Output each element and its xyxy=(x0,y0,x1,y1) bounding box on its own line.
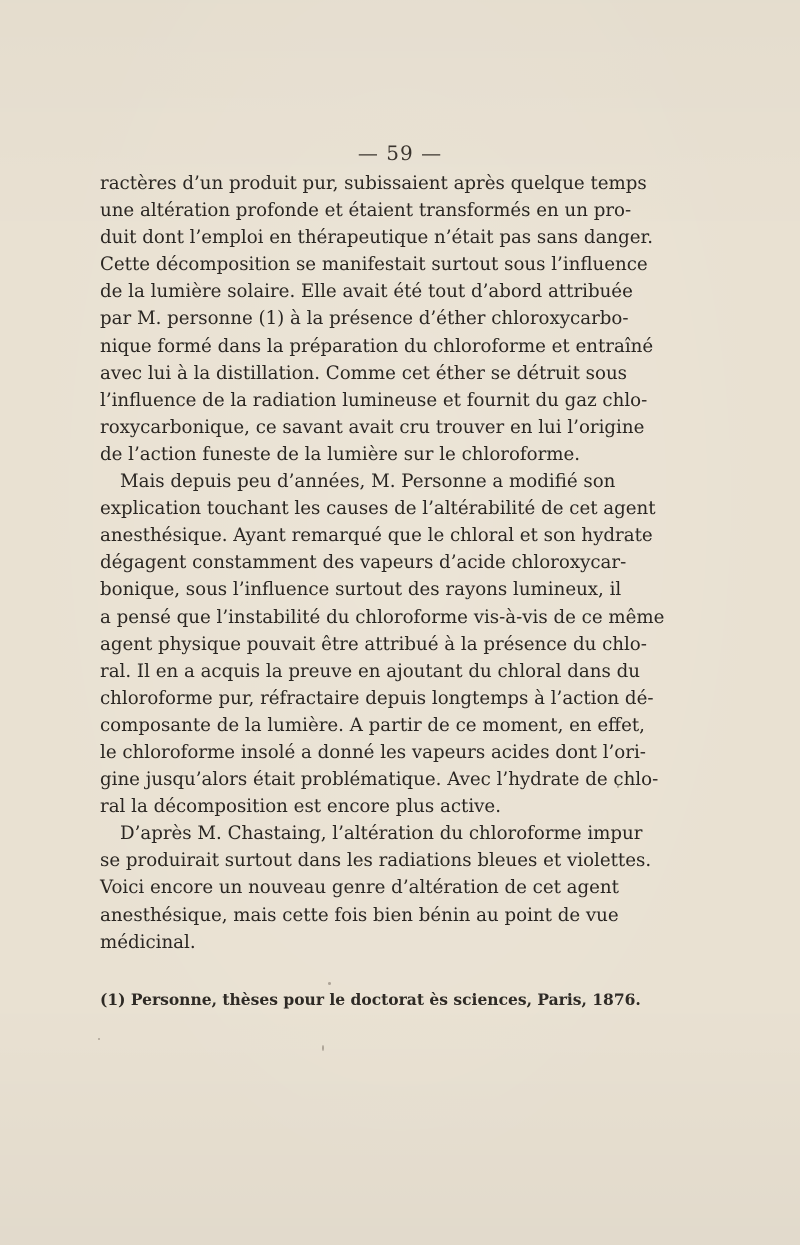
paper-speck xyxy=(98,1038,100,1040)
text-line: D’après M. Chastaing, l’altération du chloroforme impur xyxy=(120,823,643,845)
text-line: avec lui à la distillation. Comme cet éther se détruit sous xyxy=(100,362,627,384)
text-line: de l’action funeste de la lumière sur le chloroforme. xyxy=(100,443,581,465)
text-line: ral. Il en a acquis la preuve en ajoutant du chloral dans du xyxy=(100,660,640,682)
paragraph xyxy=(100,820,652,955)
text-line: de la lumière solaire. Elle avait été tout d’abord attribuée xyxy=(100,281,633,303)
text-line: l’influence de la radiation lumineuse et fournit du gaz chlo- xyxy=(100,389,648,411)
text-line: bonique, sous l’influence surtout des rayons lumineux, il xyxy=(100,579,622,601)
text-line: médicinal. xyxy=(100,931,196,953)
footnote: (1) Personne, thèses pour le doctorat ès sciences, Paris, 1876. xyxy=(100,990,641,1009)
text-line: chloroforme pur, réfractaire depuis longtemps à l’action dé- xyxy=(100,687,654,709)
paragraph xyxy=(100,170,654,468)
paper-speck xyxy=(328,982,331,985)
text-line: ral la décomposition est encore plus active. xyxy=(100,796,501,818)
text-line: explication touchant les causes de l’altérabilité de cet agent xyxy=(100,498,656,520)
text-line: ractères d’un produit pur, subissaient après quelque temps xyxy=(100,173,647,194)
paper-speck xyxy=(322,1045,324,1051)
paper-speck xyxy=(617,785,619,788)
text-line: agent physique pouvait être attribué à la présence du chlo- xyxy=(100,633,647,655)
text-line: anesthésique, mais cette fois bien bénin au point de vue xyxy=(100,904,619,926)
paragraph xyxy=(100,468,665,820)
text-line: anesthésique. Ayant remarqué que le chloral et son hydrate xyxy=(100,525,653,547)
text-line: a pensé que l’instabilité du chloroforme vis-à-vis de ce même xyxy=(100,606,665,628)
text-line: duit dont l’emploi en thérapeutique n’était pas sans danger. xyxy=(100,227,654,249)
page-number: — 59 — xyxy=(357,141,443,165)
text-line: nique formé dans la préparation du chloroforme et entraîné xyxy=(100,335,654,357)
text-line: se produirait surtout dans les radiations bleues et violettes. xyxy=(100,850,652,872)
text-line: une altération profonde et étaient transformés en un pro- xyxy=(100,200,632,222)
text-line: par M. personne (1) à la présence d’éther chloroxycarbo- xyxy=(100,308,629,330)
text-line: dégagent constamment des vapeurs d’acide chloroxycar- xyxy=(100,552,627,574)
text-line: Cette décomposition se manifestait surtout sous l’influence xyxy=(100,254,648,276)
text-line: Voici encore un nouveau genre d’altération de cet agent xyxy=(100,877,619,899)
text-line: roxycarbonique, ce savant avait cru trouver en lui l’origine xyxy=(100,416,645,438)
text-line: le chloroforme insolé a donné les vapeurs acides dont l’ori- xyxy=(100,741,646,763)
text-line: gine jusqu’alors était problématique. Avec l’hydrate de chlo- xyxy=(100,769,659,791)
paper-speck xyxy=(625,540,627,542)
text-line: Mais depuis peu d’années, M. Personne a modifié son xyxy=(120,471,616,493)
text-line: composante de la lumière. A partir de ce moment, en effet, xyxy=(100,714,645,736)
body-text xyxy=(100,170,665,956)
